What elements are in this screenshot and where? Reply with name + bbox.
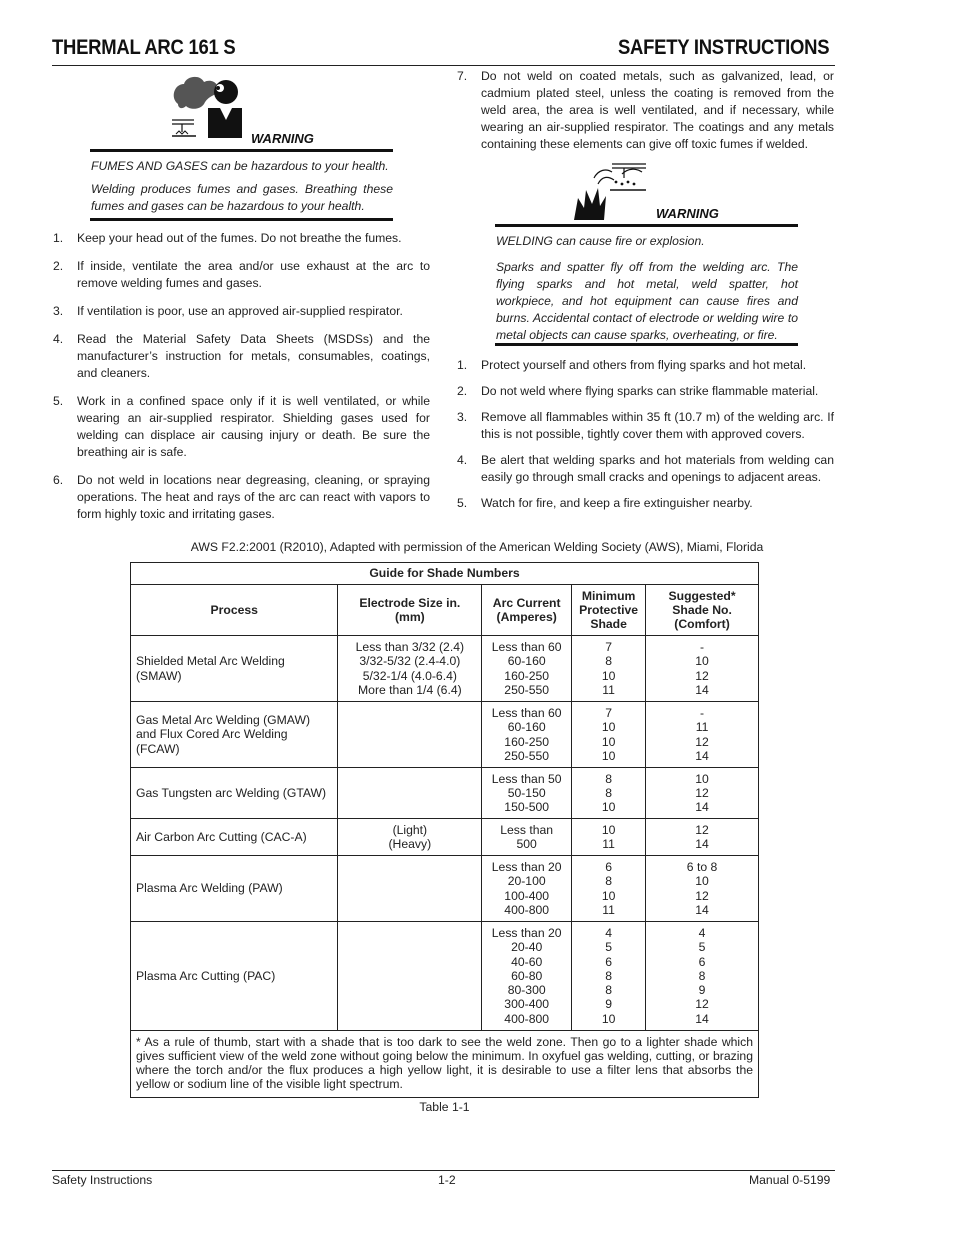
section-title: SAFETY INSTRUCTIONS	[618, 36, 830, 59]
fire-warning-label: WARNING	[656, 206, 719, 221]
table-footnote-row	[131, 1031, 759, 1098]
fumes-warning-label: WARNING	[251, 131, 314, 146]
column-header-electrode: Electrode Size in. (mm)	[338, 585, 482, 636]
fumes-hazard-icon	[168, 74, 242, 138]
list-item: 1. Keep your head out of the fumes. Do not breathe the fumes.	[53, 231, 402, 245]
manual-number: Manual 0-5199	[749, 1173, 831, 1187]
footer-section: Safety Instructions	[52, 1173, 153, 1187]
fire-warning-line-1: WELDING can cause fire or explosion.	[496, 234, 705, 248]
table-row: Gas Tungsten arc Welding (GTAW) Less than 50 50-150 150-500 8 8 10 10 12 14	[131, 768, 759, 819]
table-title-row	[131, 563, 759, 585]
table-source-note: AWS F2.2:2001 (R2010), Adapted with permission of the American Welding Society (AWS), Miami, Florida	[190, 540, 764, 554]
table-header-row	[131, 585, 759, 636]
table-row: Plasma Arc Cutting (PAC) Less than 20 20-40 40-60 60-80 80-300 300-400 400-800 4 5 6 8 8 9 10 4 5 6 8 9 12 14	[131, 922, 759, 1031]
table-caption: Table 1-1	[419, 1100, 470, 1114]
table-row: Air Carbon Arc Cutting (CAC-A) (Light) (Heavy) Less than 500 10 11 12 14	[131, 819, 759, 856]
list-item: 1. Protect yourself and others from flying sparks and hot metal.	[457, 358, 807, 372]
fumes-warning-rule-top	[90, 149, 393, 152]
fire-warning-text	[496, 233, 798, 350]
shade-numbers-table	[130, 562, 759, 1098]
column-header-process: Process	[131, 585, 338, 636]
list-item: 2. Do not weld where flying sparks can strike flammable material.	[457, 384, 819, 398]
fire-warning-rule-bottom	[495, 343, 798, 346]
list-item: 4. Be alert that welding sparks and hot materials from welding can easily go through small cracks and openings to adjacent areas.	[457, 453, 834, 484]
column-header-min-shade: Minimum Protective Shade	[572, 585, 646, 636]
list-item: 3. Remove all flammables within 35 ft (10.7 m) of the welding arc. If this is not possible, tightly cover them with approved covers.	[457, 410, 834, 441]
table-title: Guide for Shade Numbers	[131, 563, 759, 585]
list-item: 3. If ventilation is poor, use an approved air-supplied respirator.	[53, 304, 403, 318]
table-row: Shielded Metal Arc Welding (SMAW) Less than 3/32 (2.4) 3/32-5/32 (2.4-4.0) 5/32-1/4 (4.0-6.4) More than 1/4 (6.4) Less than 60 60-160 160-250 250-550 7 8 10 11 - 10 12 14	[131, 636, 759, 702]
list-item: 5. Watch for fire, and keep a fire extinguisher nearby.	[457, 496, 753, 510]
list-item: 4. Read the Material Safety Data Sheets (MSDSs) and the manufacturer’s instruction for metals, consumables, coatings, and cleaners.	[53, 332, 430, 380]
fumes-warning-text	[91, 158, 393, 221]
header-divider	[52, 65, 835, 66]
table-row: Plasma Arc Welding (PAW) Less than 20 20-100 100-400 400-800 6 8 10 11 6 to 8 10 12 14	[131, 856, 759, 922]
fumes-warning-line-1: FUMES AND GASES can be hazardous to your health.	[91, 159, 389, 173]
table-footnote: * As a rule of thumb, start with a shade that is too dark to see the weld zone. Then go to a lighter shade which gives sufficient view of the weld zone without going below the minimum. In oxyfuel gas welding, cutting, or brazing where the torch and/or the flux produces a high yellow light, it is desirable to use a filter lens that absorbs the yellow or sodium line of the visible light spectrum.	[131, 1031, 759, 1098]
list-item: 5. Work in a confined space only if it is well ventilated, or while wearing an air-supplied respirator. Shielding gases used for welding can displace air causing injury or death. Be sure the breathing air is safe.	[53, 394, 430, 459]
fire-warning-line-2: Sparks and spatter fly off from the welding arc. The flying sparks and hot metal, weld spatter, hot workpiece, and hot equipment can cause fires and burns. Accidental contact of electrode or welding wire to metal objects can cause sparks, overheating, or fire.	[496, 260, 798, 342]
fire-hazard-icon	[572, 162, 648, 220]
list-item: 2. If inside, ventilate the area and/or use exhaust at the arc to remove welding fumes and gases.	[53, 259, 430, 290]
fire-warning-rule-top	[495, 224, 798, 227]
fire-steps-list	[457, 357, 834, 512]
fumes-steps-list-continued	[457, 68, 834, 153]
column-header-arc-current: Arc Current (Amperes)	[482, 585, 572, 636]
document-title: THERMAL ARC 161 S	[52, 36, 236, 59]
list-item: 6. Do not weld in locations near degreasing, cleaning, or spraying operations. The heat and rays of the arc can react with vapors to form highly toxic and irritating gases.	[53, 473, 430, 521]
list-item: 7. Do not weld on coated metals, such as galvanized, lead, or cadmium plated steel, unless the coating is removed from the weld area, the area is well ventilated, and if necessary, while wearing an air-supplied respirator. The coatings and any metals containing these elements can give off toxic fumes if welded.	[457, 69, 834, 151]
fumes-warning-rule-bottom	[90, 218, 393, 221]
fumes-warning-line-2: Welding produces fumes and gases. Breathing these fumes and gases can be hazardous to your health.	[91, 182, 393, 213]
column-header-suggested-shade: Suggested* Shade No. (Comfort)	[646, 585, 759, 636]
page-number: 1-2	[438, 1173, 456, 1187]
fumes-steps-list	[53, 230, 430, 523]
table-row: Gas Metal Arc Welding (GMAW) and Flux Cored Arc Welding (FCAW) Less than 60 60-160 160-250 250-550 7 10 10 10 - 11 12 14	[131, 702, 759, 768]
footer-divider	[52, 1170, 835, 1171]
